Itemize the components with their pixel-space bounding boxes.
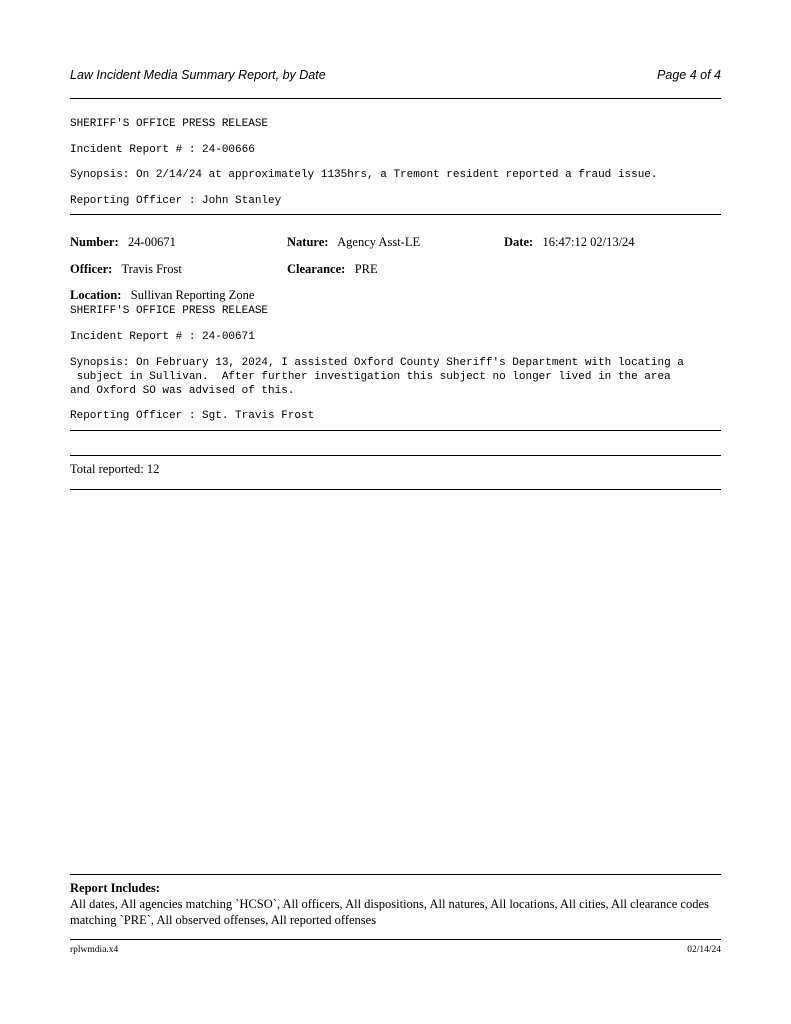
reporting-officer: Reporting Officer : Sgt. Travis Frost <box>70 410 315 422</box>
report-includes-heading: Report Includes: <box>70 881 160 895</box>
incident-officer-field <box>70 261 182 277</box>
officer-label: Officer: <box>70 262 113 276</box>
number-value: 24-00671 <box>127 235 176 249</box>
page-number: Page 4 of 4 <box>657 68 721 82</box>
location-value: Sullivan Reporting Zone <box>130 288 255 302</box>
total-top-divider <box>70 455 721 456</box>
report-includes-divider <box>70 874 721 875</box>
report-code: rplwmdia.x4 <box>70 945 119 955</box>
clearance-value: PRE <box>354 262 378 276</box>
incident-clearance-field <box>287 261 378 277</box>
report-title: Law Incident Media Summary Report, by Date <box>70 68 326 82</box>
press-release-heading: SHERIFF'S OFFICE PRESS RELEASE <box>70 305 269 317</box>
incident-date-field <box>504 234 635 250</box>
incident-nature-field <box>287 234 420 250</box>
report-includes-text: All dates, All agencies matching `HCSO`, All officers, All dispositions, All natures, All locations, All cities, All clearance codes matching `PRE`, All observed offenses, All reported offenses <box>70 897 709 927</box>
date-label: Date: <box>504 235 534 249</box>
incident-synopsis: Synopsis: On 2/14/24 at approximately 1135hrs, a Tremont resident reported a fraud issue. <box>70 169 658 181</box>
incident-number-field <box>70 234 176 250</box>
header-divider <box>70 98 721 99</box>
clearance-label: Clearance: <box>287 262 346 276</box>
nature-label: Nature: <box>287 235 329 249</box>
officer-value: Travis Frost <box>121 262 182 276</box>
incident-divider <box>70 430 721 431</box>
reporting-officer: Reporting Officer : John Stanley <box>70 195 282 207</box>
incident-synopsis-line: subject in Sullivan. After further investigation this subject no longer lived in the area <box>70 371 671 383</box>
report-header <box>70 68 721 86</box>
total-bottom-divider <box>70 489 721 490</box>
footer-divider <box>70 939 721 940</box>
location-label: Location: <box>70 288 122 302</box>
incident-synopsis-line: Synopsis: On February 13, 2024, I assisted Oxford County Sheriff's Department with locating a <box>70 357 684 369</box>
incident-report-number: Incident Report # : 24-00671 <box>70 331 255 343</box>
date-value: 16:47:12 02/13/24 <box>542 235 635 249</box>
print-date: 02/14/24 <box>687 945 721 955</box>
incident-divider <box>70 214 721 215</box>
nature-value: Agency Asst-LE <box>337 235 421 249</box>
number-label: Number: <box>70 235 119 249</box>
incident-location-field <box>70 287 254 303</box>
incident-synopsis-line: and Oxford SO was advised of this. <box>70 385 295 397</box>
press-release-heading: SHERIFF'S OFFICE PRESS RELEASE <box>70 118 269 130</box>
total-reported: Total reported: 12 <box>70 462 160 476</box>
incident-report-number: Incident Report # : 24-00666 <box>70 144 255 156</box>
